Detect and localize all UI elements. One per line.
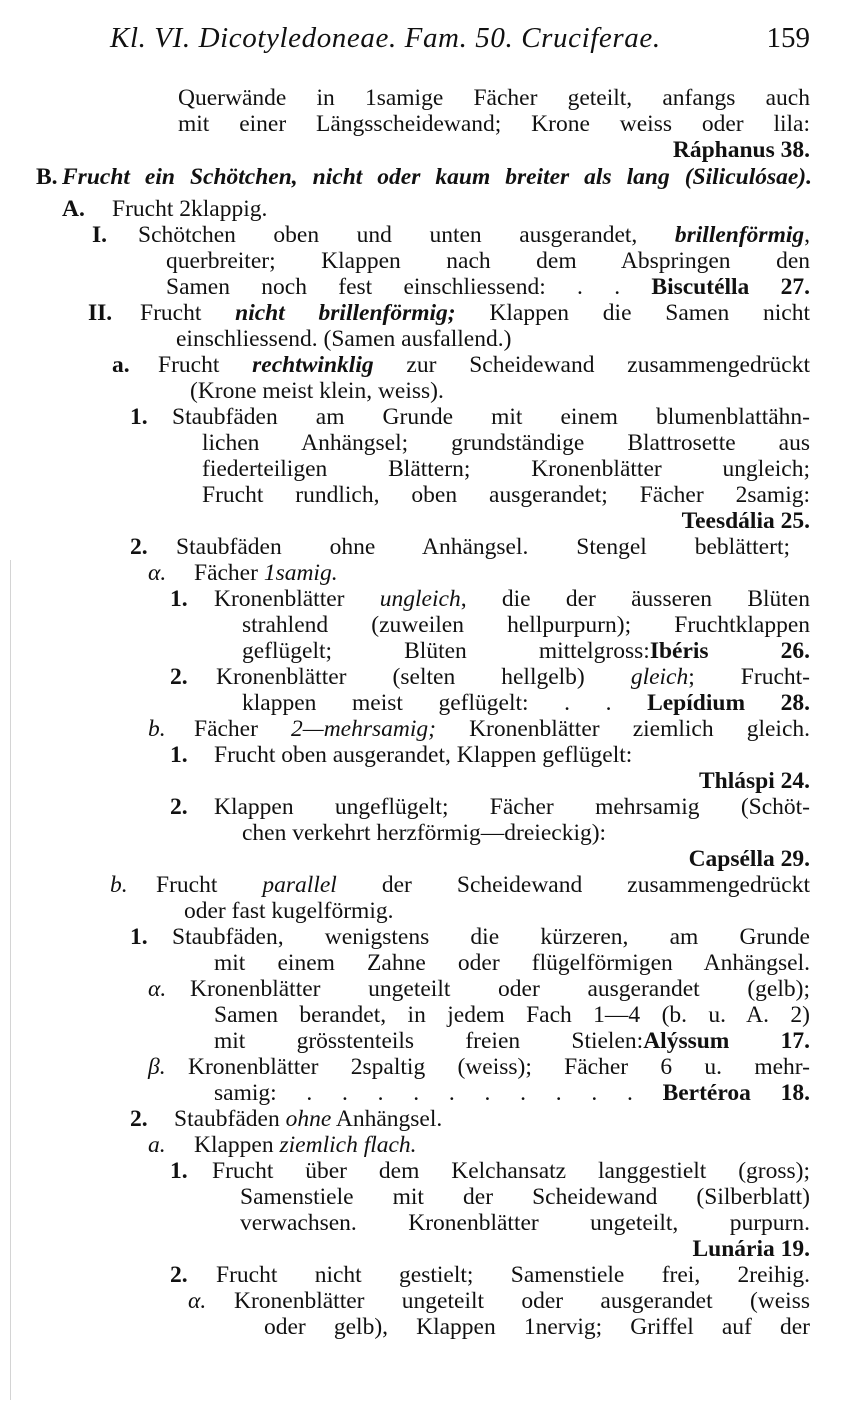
text-line <box>240 1183 810 1211</box>
text-line <box>62 163 812 191</box>
key-label: b. <box>110 872 128 898</box>
key-label: I. <box>92 222 108 248</box>
text-run: , die der äusseren Blüten <box>460 586 810 612</box>
text-line <box>600 1235 810 1263</box>
text-line <box>242 819 720 847</box>
text-run: Staubfäden <box>174 1106 286 1132</box>
text-run: Querwände in 1samige Fächer geteilt, anfangs auch <box>178 85 810 111</box>
text-run: Frucht 2klappig. <box>112 196 268 222</box>
text-run: klappen meist geflügelt: . . <box>242 690 648 716</box>
text-run: Klappen <box>194 1132 280 1158</box>
text-line <box>190 975 810 1003</box>
text-line <box>202 481 810 509</box>
text-line <box>112 195 330 223</box>
text-run: Kronenblätter 2spaltig (weiss); Fächer 6 u. mehr- <box>188 1054 810 1080</box>
key-label: II. <box>88 300 113 326</box>
text-run: Fächer <box>194 560 264 586</box>
text-run: zur Scheidewand zusammengedrückt <box>373 352 810 378</box>
text-line <box>184 897 480 925</box>
text-run: Samen noch fest einschliessend: . . <box>166 274 652 300</box>
key-label: a. <box>112 352 130 378</box>
key-label: 1. <box>170 586 188 612</box>
text-line <box>600 845 810 873</box>
text-run: gleich <box>630 664 689 690</box>
text-run: ziemlich flach. <box>279 1132 417 1158</box>
genus-name: Bertéroa 18. <box>662 1080 810 1106</box>
text-run: Frucht <box>158 352 253 378</box>
text-run: Kronenblätter ziemlich gleich. <box>435 716 810 742</box>
text-run: mit einer Längsscheidewand; Krone weiss oder lila: <box>178 111 810 137</box>
text-run: Frucht <box>156 872 263 898</box>
text-run: brillenförmig <box>674 222 805 248</box>
text-run: nicht brillenförmig; <box>235 300 456 326</box>
scan-edge-line <box>10 560 11 1400</box>
genus-name: Ibéris 26. <box>649 638 810 664</box>
text-run: Kronenblätter ungeteilt oder ausgerandet (weiss <box>234 1288 810 1314</box>
text-run: Frucht über dem Kelchansatz langgestielt (gross); <box>212 1158 810 1184</box>
key-label: b. <box>148 716 166 742</box>
genus-name: Teesdália 25. <box>681 508 810 534</box>
text-run: Frucht ein Schötchen, nicht oder kaum breiter als lang (Siliculósae). <box>62 164 812 190</box>
text-line <box>600 507 810 535</box>
text-run: 1samig. <box>263 560 338 586</box>
key-label: 2. <box>170 1262 188 1288</box>
text-line <box>202 455 810 483</box>
text-run: querbreiter; Klappen nach dem Abspringen den <box>166 248 810 274</box>
text-run: einschliessend. (Samen ausfallend.) <box>176 326 512 352</box>
text-line <box>214 1079 810 1107</box>
text-run: parallel <box>262 872 337 898</box>
key-label: 1. <box>130 924 148 950</box>
text-run: Kronenblätter ungeteilt oder ausgerandet (gelb); <box>190 976 810 1002</box>
text-line <box>216 663 810 691</box>
text-run: Klappen ungeflügelt; Fächer mehrsamig (Schöt- <box>214 794 810 820</box>
text-line <box>216 1261 810 1289</box>
text-line <box>242 611 810 639</box>
text-run: Anhängsel. <box>331 1106 443 1132</box>
text-run: rechtwinklig <box>252 352 374 378</box>
text-line <box>600 767 810 795</box>
text-line <box>176 325 512 353</box>
text-line <box>172 403 810 431</box>
key-label: α. <box>148 976 167 1002</box>
genus-name: Alýssum 17. <box>643 1028 811 1054</box>
text-run: Staubfäden am Grunde mit einem blumenblattähn- <box>172 404 810 430</box>
key-label: A. <box>62 196 85 222</box>
text-line <box>242 637 810 665</box>
text-run: Frucht <box>140 300 236 326</box>
text-line <box>214 949 810 977</box>
text-run: ohne <box>285 1106 332 1132</box>
text-line <box>158 351 810 379</box>
text-run: Klappen die Samen nicht <box>455 300 811 326</box>
key-label: α. <box>188 1288 207 1314</box>
text-run: lichen Anhängsel; grundständige Blattrosette aus <box>202 430 810 456</box>
key-label: 2. <box>170 664 188 690</box>
text-run: Frucht oben ausgerandet, Klappen geflügelt: <box>214 742 633 768</box>
text-line <box>156 871 810 899</box>
text-run: fiederteiligen Blättern; Kronenblätter ungleich; <box>202 456 810 482</box>
text-line <box>214 1001 810 1029</box>
text-run: Kronenblätter (selten hellgelb) <box>216 664 631 690</box>
text-line <box>264 1313 810 1341</box>
page-number: 159 <box>766 22 810 54</box>
text-run: der Scheidewand zusammengedrückt <box>336 872 810 898</box>
key-label: B. <box>36 164 58 190</box>
text-run: Samenstiele mit der Scheidewand (Silberblatt) <box>240 1184 810 1210</box>
text-line <box>240 1209 810 1237</box>
text-line <box>174 1105 520 1133</box>
text-line <box>194 559 420 587</box>
text-line <box>178 110 810 138</box>
key-label: 2. <box>170 794 188 820</box>
text-run: Kronenblätter <box>214 586 380 612</box>
text-run: geflügelt; Blüten mittelgross: <box>242 638 650 664</box>
text-run: strahlend (zuweilen hellpurpurn); Fruchtklappen <box>242 612 810 638</box>
key-label: 1. <box>130 404 148 430</box>
text-run: , <box>804 222 810 248</box>
genus-name: Lepídium 28. <box>647 690 810 716</box>
key-label: a. <box>148 1132 166 1158</box>
key-label: 1. <box>170 1158 188 1184</box>
text-run: oder fast kugelförmig. <box>184 898 394 924</box>
text-line <box>166 273 810 301</box>
running-header <box>110 18 810 58</box>
genus-name: Ráphanus 38. <box>672 137 810 163</box>
text-line <box>214 741 775 769</box>
genus-name: Capsélla 29. <box>688 846 810 872</box>
text-run: ungleich <box>379 586 461 612</box>
key-label: β. <box>148 1054 166 1080</box>
text-run: (Krone meist klein, weiss). <box>190 378 444 404</box>
key-label: 1. <box>170 742 188 768</box>
text-run: chen verkehrt herzförmig—dreieckig): <box>242 820 607 846</box>
text-run: Samen berandet, in jedem Fach 1—4 (b. u. A. 2) <box>214 1002 810 1028</box>
key-label: α. <box>148 560 167 586</box>
text-run: Staubfäden, wenigstens die kürzeren, am Grunde <box>172 924 810 950</box>
text-run: oder gelb), Klappen 1nervig; Griffel auf der <box>264 1314 810 1340</box>
text-line <box>214 585 810 613</box>
text-run: Fächer <box>194 716 292 742</box>
text-line <box>214 793 810 821</box>
text-run: 2—mehrsamig; <box>291 716 436 742</box>
text-line <box>138 221 810 249</box>
text-line <box>202 429 810 457</box>
text-run: Frucht nicht gestielt; Samenstiele frei, 2reihig. <box>216 1262 810 1288</box>
text-line <box>172 923 810 951</box>
key-label: 2. <box>130 534 148 560</box>
text-run: Staubfäden ohne Anhängsel. Stengel beblättert; <box>176 534 790 560</box>
text-line <box>140 299 810 327</box>
header-title: Kl. VI. Dicotyledoneae. Fam. 50. Cruciferae. <box>110 22 661 54</box>
text-line <box>194 715 810 743</box>
text-line <box>188 1053 810 1081</box>
text-run: verwachsen. Kronenblätter ungeteilt, purpurn. <box>240 1210 810 1236</box>
text-line <box>166 247 810 275</box>
genus-name: Biscutélla 27. <box>651 274 810 300</box>
text-line <box>178 84 810 112</box>
text-line <box>234 1287 810 1315</box>
text-run: samig: . . . . . . . . . . <box>214 1080 663 1106</box>
text-line <box>242 689 810 717</box>
text-line <box>176 533 790 561</box>
text-line <box>190 377 444 405</box>
text-line <box>214 1027 810 1055</box>
text-run: ; Frucht- <box>688 664 810 690</box>
text-run: Schötchen oben und unten ausgerandet, <box>138 222 675 248</box>
text-run: mit einem Zahne oder flügelförmigen Anhängsel. <box>214 950 810 976</box>
text-line <box>212 1157 810 1185</box>
genus-name: Thláspi 24. <box>698 768 810 794</box>
text-line <box>178 136 810 164</box>
text-run: Frucht rundlich, oben ausgerandet; Fächer 2samig: <box>202 482 810 508</box>
key-label: 2. <box>130 1106 148 1132</box>
text-run: mit grösstenteils freien Stielen: <box>214 1028 644 1054</box>
text-line <box>194 1131 470 1159</box>
genus-name: Lunária 19. <box>692 1236 810 1262</box>
